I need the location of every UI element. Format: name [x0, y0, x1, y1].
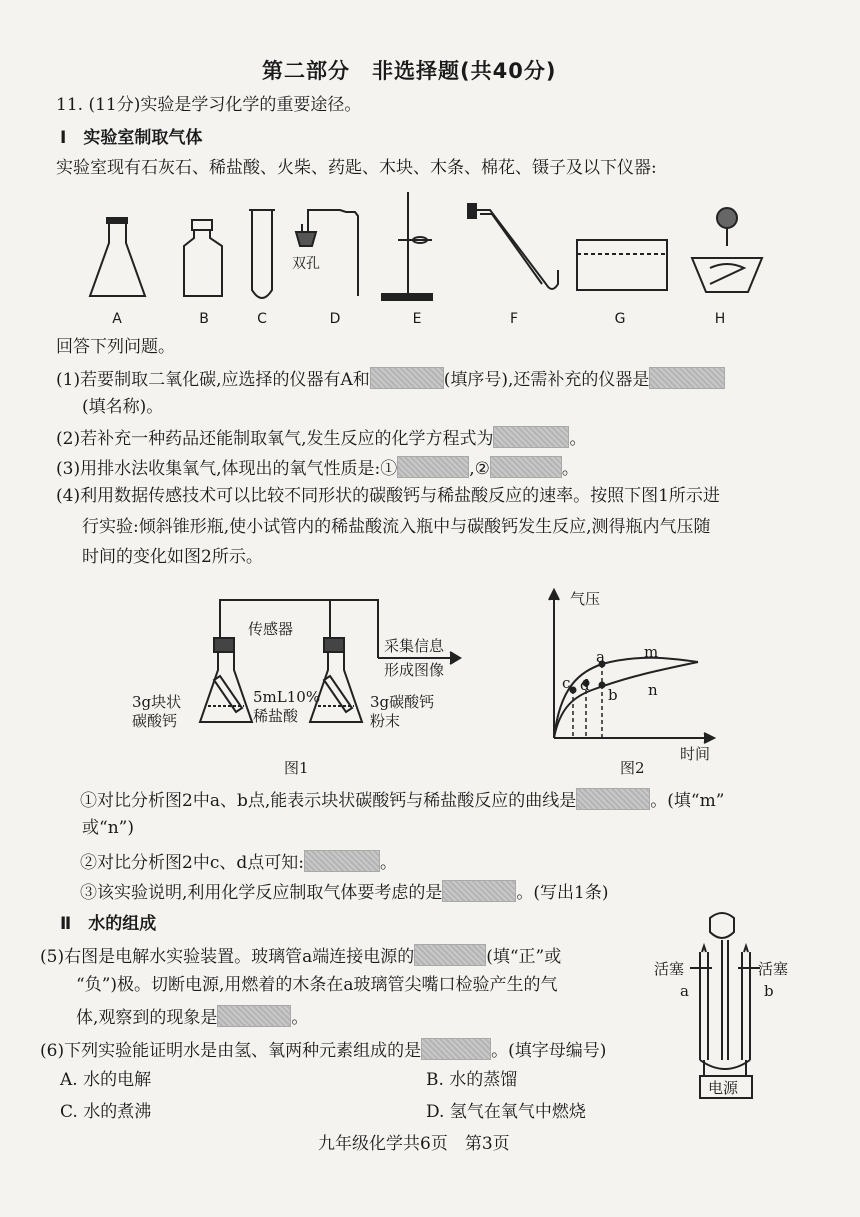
q3-text-a: (3)用排水法收集氧气,体现出的氧气性质是:①: [56, 459, 398, 479]
section-title: 第二部分 非选择题(共40分): [262, 59, 557, 83]
reagent-bottle-icon: [184, 220, 222, 296]
fig2-y-axis-label: 气压: [570, 590, 601, 608]
test-tube-icon: [249, 210, 275, 298]
valve-left-label: 活塞: [654, 960, 685, 978]
section-heading-1: Ⅰ 实验室制取气体: [60, 128, 203, 148]
fig1-right-label-1: 3g碳酸钙: [370, 693, 435, 711]
s3-text-b: 。(写出1条): [516, 883, 609, 903]
q5-text-c: 体,观察到的现象是: [76, 1008, 218, 1028]
instrument-label-b: B: [199, 311, 209, 327]
figure-1-caption: 图1: [284, 759, 309, 777]
s2-text-b: 。: [379, 853, 397, 873]
fig2-x-axis-label: 时间: [680, 745, 711, 763]
sub-question-1: [80, 788, 724, 812]
sub-question-3: [80, 880, 609, 904]
conical-flask-icon: [90, 218, 145, 296]
answer-blank-6[interactable]: [421, 1038, 491, 1060]
valve-right-label: 活塞: [758, 960, 789, 978]
fig1-left-label-1: 3g块状: [132, 693, 182, 711]
s2-text-a: ②对比分析图2中c、d点可知:: [80, 853, 304, 873]
q3-text-b: ,②: [469, 459, 490, 479]
instrument-label-a: A: [112, 311, 122, 327]
option-a[interactable]: A. 水的电解: [60, 1070, 152, 1090]
question-2: [56, 426, 586, 450]
question-3: [56, 456, 579, 480]
water-trough-icon: [577, 240, 667, 290]
fig2-curve-n-label: n: [648, 681, 658, 699]
answer-blank-s1[interactable]: [576, 788, 650, 810]
fig2-curve-m-label: m: [644, 643, 659, 661]
instrument-label-c: C: [257, 311, 267, 327]
alcohol-lamp-icon: [692, 208, 762, 292]
instruments-figure: [80, 188, 800, 308]
fig1-mid-label-2: 稀盐酸: [253, 707, 299, 725]
fig1-collect-label-1: 采集信息: [384, 637, 445, 655]
answer-blank-3a[interactable]: [397, 456, 469, 478]
q4-line-2: 行实验:倾斜锥形瓶,使小试管内的稀盐酸流入瓶中与碳酸钙发生反应,测得瓶内气压随: [82, 517, 711, 537]
instrument-label-e: E: [412, 311, 422, 327]
q1-text-b: (填序号),还需补充的仪器是: [443, 370, 650, 390]
point-b: [599, 682, 606, 689]
curve-n: [554, 662, 698, 738]
point-c: [570, 687, 577, 694]
electrolysis-apparatus: [652, 910, 802, 1100]
instrument-label-f: F: [509, 311, 519, 327]
answer-blank-2[interactable]: [493, 426, 569, 448]
fig1-sensor-label: 传感器: [248, 620, 294, 638]
right-flask-icon: [310, 638, 362, 722]
q6-text-a: (6)下列实验能证明水是由氢、氧两种元素组成的是: [40, 1041, 422, 1061]
delivery-tube-icon: [468, 204, 558, 289]
page-footer: 九年级化学共6页 第3页: [318, 1134, 510, 1154]
materials-text: 实验室现有石灰石、稀盐酸、火柴、药匙、木块、木条、棉花、镊子及以下仪器:: [56, 158, 657, 178]
power-supply-label: 电源: [708, 1079, 739, 1097]
q2-text-b: 。: [569, 429, 587, 449]
q5-text-a: (5)右图是电解水实验装置。玻璃管a端连接电源的: [40, 947, 415, 967]
answer-blank-s2[interactable]: [304, 850, 380, 872]
answer-blank-5a[interactable]: [414, 944, 486, 966]
tube-a-label: a: [680, 982, 689, 1000]
q1-text-c: (填名称)。: [82, 397, 164, 417]
fig2-point-c-label: c: [562, 674, 571, 692]
iron-stand-icon: [382, 192, 432, 300]
fig1-mid-label-1: 5mL10%: [253, 688, 321, 706]
option-c[interactable]: C. 水的煮沸: [60, 1102, 152, 1122]
s1-text-c: 或“n”): [82, 818, 134, 838]
s1-text-b: 。(填“m”: [650, 791, 725, 811]
q3-text-c: 。: [561, 459, 579, 479]
question-11-stem: 11. (11分)实验是学习化学的重要途径。: [56, 95, 362, 115]
section-heading-2: Ⅱ 水的组成: [60, 914, 157, 934]
question-5-line-3: [76, 1005, 308, 1029]
question-5-line-2: “负”)极。切断电源,用燃着的木条在a玻璃管尖嘴口检验产生的气: [76, 975, 558, 995]
figure-2-graph: [540, 586, 720, 746]
answer-blank-1a[interactable]: [370, 367, 444, 389]
question-1: [56, 367, 725, 391]
q5-text-b: (填“正”或: [486, 947, 562, 967]
instrument-label-d: D: [329, 311, 341, 327]
prompt-text: 回答下列问题。: [56, 337, 175, 357]
instrument-label-g: G: [614, 311, 626, 327]
q5-text-d: 。: [291, 1008, 309, 1028]
q6-text-b: 。(填字母编号): [491, 1041, 607, 1061]
fig2-point-a-label: a: [596, 648, 605, 666]
question-5-line-1: [40, 944, 561, 968]
q1-text-a: (1)若要制取二氧化碳,应选择的仪器有A和: [56, 370, 370, 390]
question-6: [40, 1038, 606, 1062]
fig1-collect-label-2: 形成图像: [384, 661, 445, 679]
fig1-left-label-2: 碳酸钙: [132, 712, 178, 730]
two-hole-note: 双孔: [292, 256, 320, 272]
instrument-label-h: H: [714, 311, 726, 327]
q4-line-1: (4)利用数据传感技术可以比较不同形状的碳酸钙与稀盐酸反应的速率。按照下图1所示进: [56, 486, 720, 506]
s1-text-a: ①对比分析图2中a、b点,能表示块状碳酸钙与稀盐酸反应的曲线是: [80, 791, 577, 811]
answer-blank-3b[interactable]: [490, 456, 562, 478]
answer-blank-1b[interactable]: [649, 367, 725, 389]
sub-question-2: [80, 850, 397, 874]
option-b[interactable]: B. 水的蒸馏: [426, 1070, 518, 1090]
q2-text-a: (2)若补充一种药品还能制取氧气,发生反应的化学方程式为: [56, 429, 494, 449]
option-d[interactable]: D. 氢气在氧气中燃烧: [426, 1102, 586, 1122]
q4-line-3: 时间的变化如图2所示。: [82, 547, 263, 567]
left-flask-icon: [200, 638, 252, 722]
fig2-point-d-label: d: [580, 676, 590, 694]
two-hole-stopper-icon: [296, 210, 358, 296]
answer-blank-5b[interactable]: [217, 1005, 291, 1027]
fig1-right-label-2: 粉末: [370, 712, 401, 730]
s3-text-a: ③该实验说明,利用化学反应制取气体要考虑的是: [80, 883, 443, 903]
figure-2-caption: 图2: [620, 759, 645, 777]
fig2-point-b-label: b: [608, 686, 618, 704]
tube-b-label: b: [764, 982, 774, 1000]
answer-blank-s3[interactable]: [442, 880, 516, 902]
